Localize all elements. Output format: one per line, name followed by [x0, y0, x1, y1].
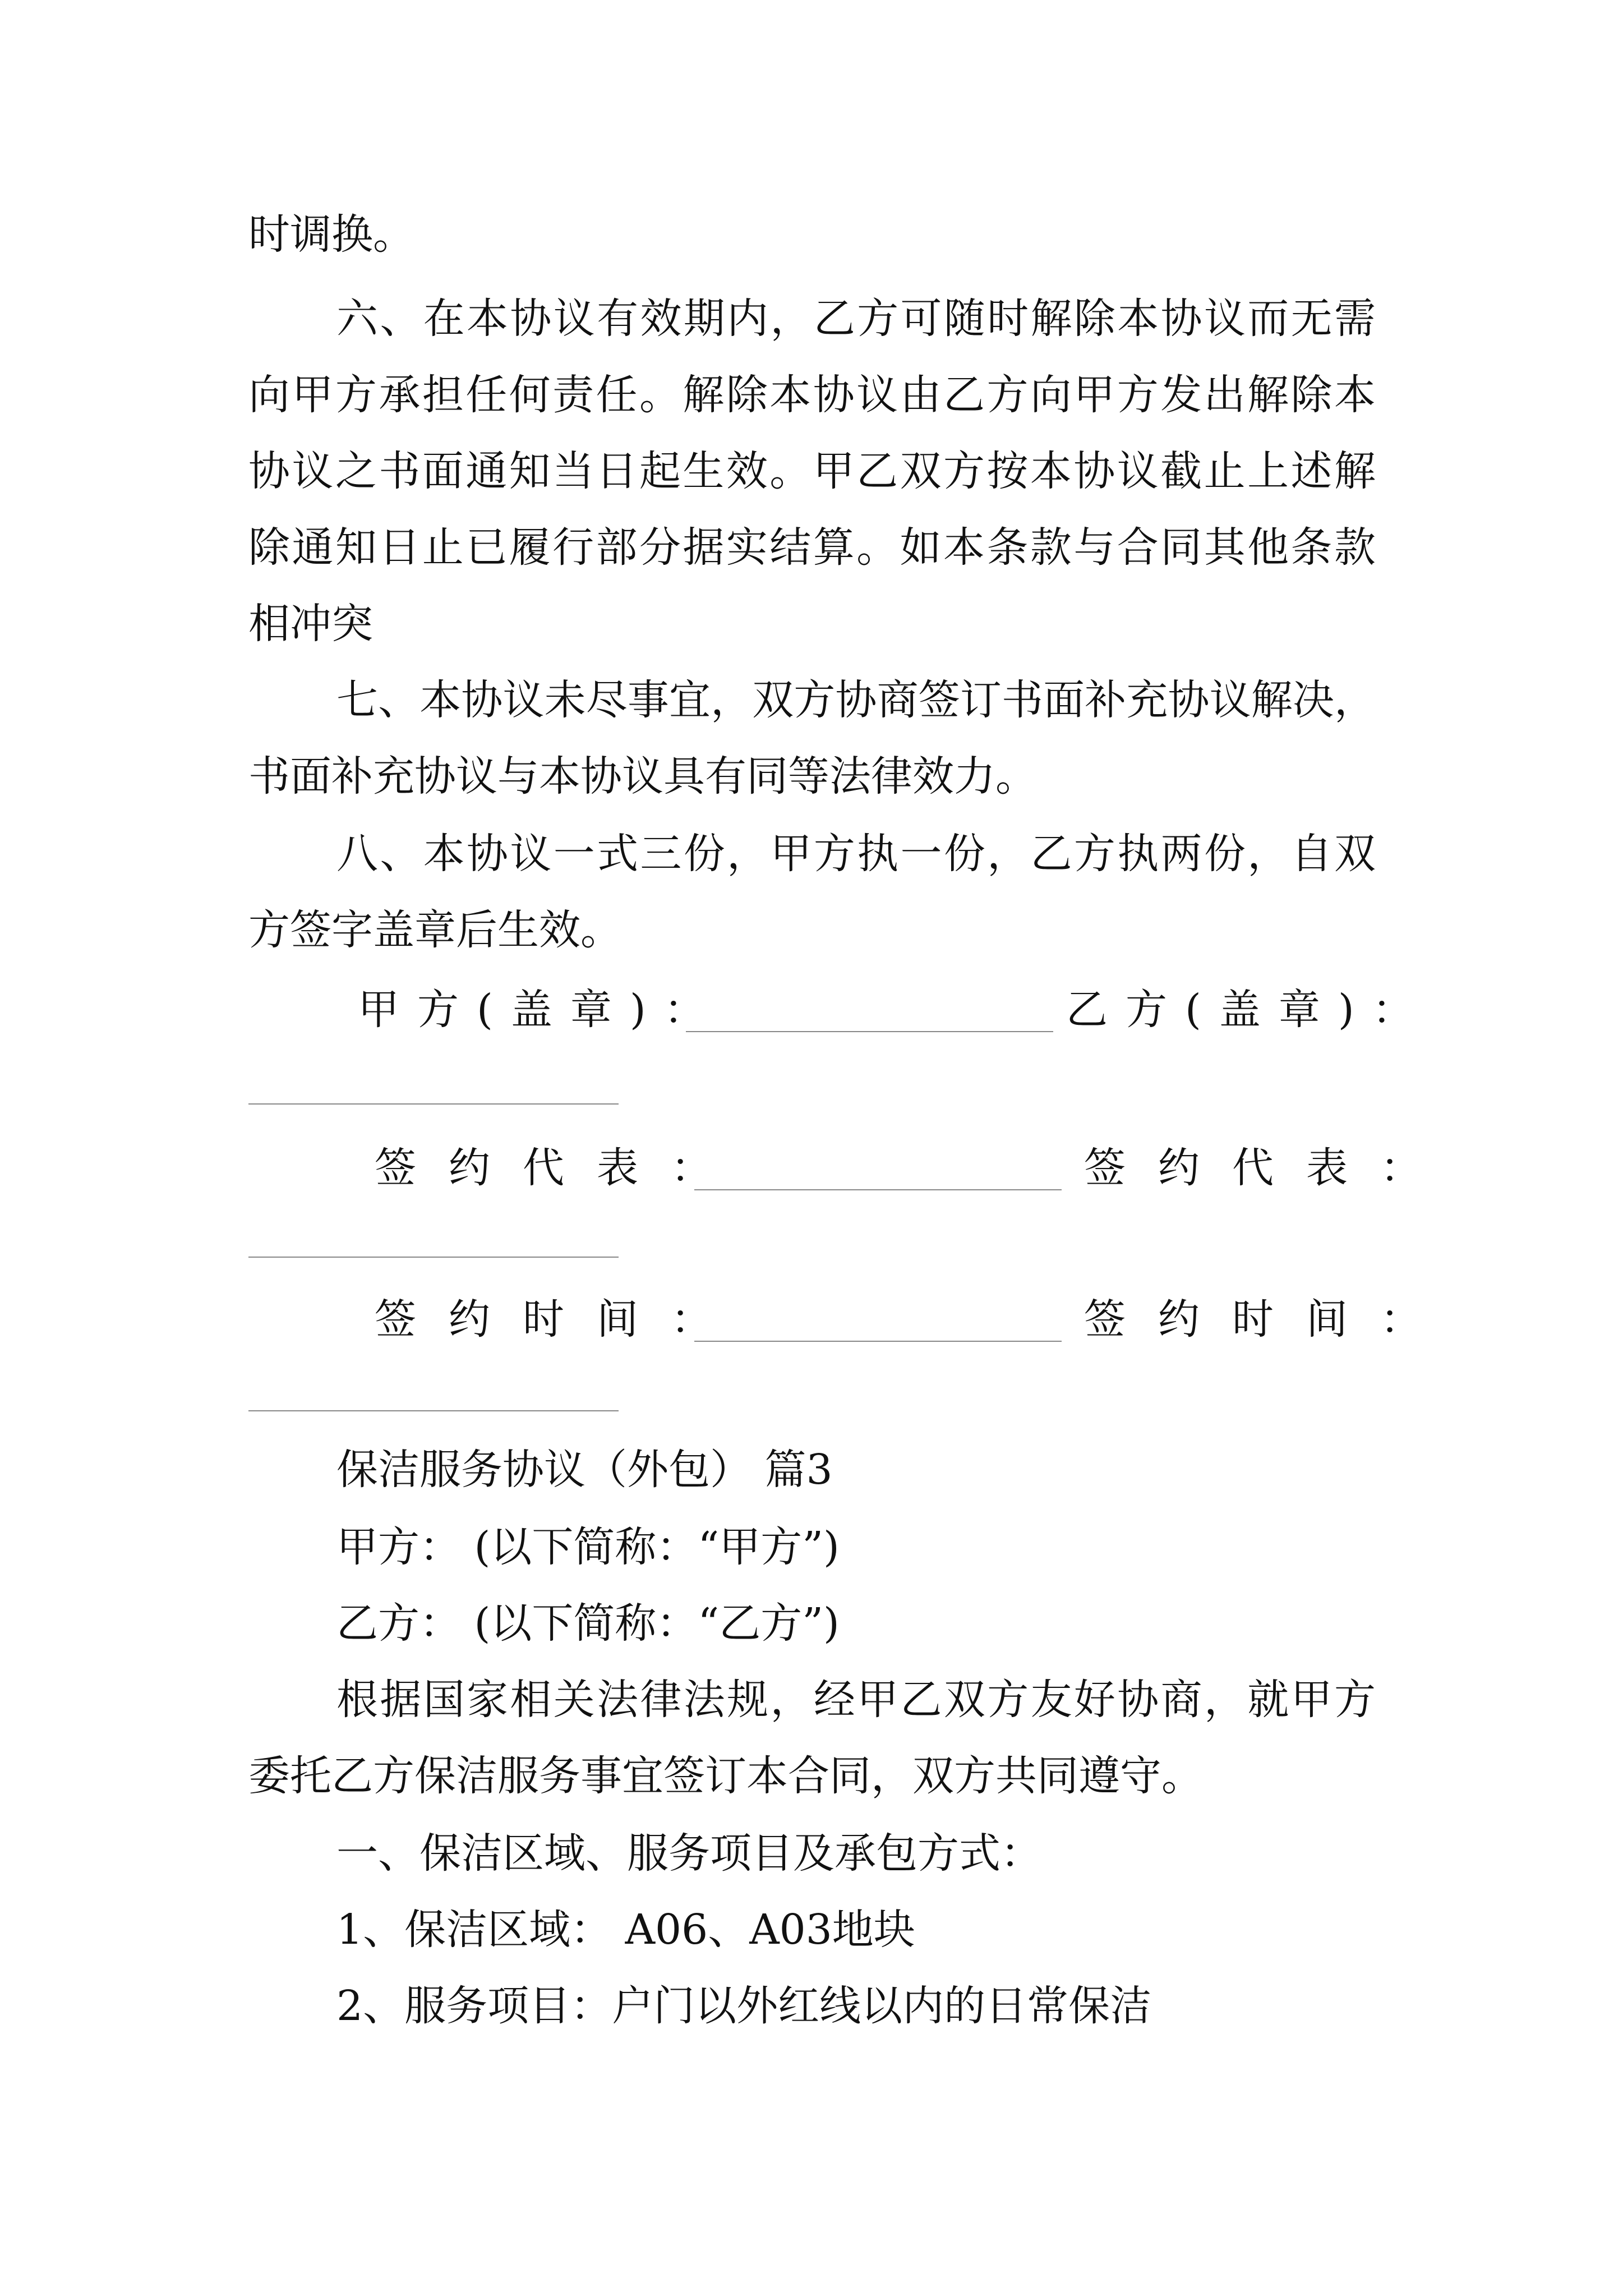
- party-a-line: 甲方： (以下简称：“甲方”): [336, 1523, 840, 1571]
- clause-7-line-2: 书面补充协议与本协议具有同等法律效力。: [248, 752, 1037, 800]
- signature-row-seal: [248, 983, 1432, 1039]
- party-a-rep-blank[interactable]: [694, 1189, 1062, 1190]
- party-a-seal-label: 甲方(盖章)：: [358, 986, 723, 1034]
- party-b-rep-label: 签约代表：: [1084, 1144, 1454, 1192]
- intro-line-1: 根据国家相关法律法规，经甲乙双方友好协商，就甲方: [336, 1676, 1376, 1724]
- party-b-rep-blank[interactable]: [248, 1257, 619, 1258]
- party-b-time-label: 签约时间：: [1084, 1295, 1454, 1343]
- clause-6-line-1: 六、在本协议有效期内，乙方可随时解除本协议而无需: [336, 295, 1376, 343]
- signature-row-time: [248, 1292, 1454, 1349]
- clause-8-line-2: 方签字盖章后生效。: [248, 906, 622, 954]
- item-1-heading: 一、保洁区域、服务项目及承包方式：: [336, 1829, 1042, 1878]
- party-a-seal-blank[interactable]: [686, 1031, 1053, 1032]
- party-a-time-label: 签约时间：: [375, 1295, 745, 1343]
- party-b-time-blank[interactable]: [248, 1410, 619, 1411]
- item-1-2: 2、服务项目：户门以外红线以内的日常保洁: [336, 1982, 1152, 2030]
- intro-line-2: 委托乙方保洁服务事宜签订本合同，双方共同遵守。: [248, 1752, 1203, 1800]
- party-b-seal-blank[interactable]: [248, 1103, 619, 1105]
- party-a-time-blank[interactable]: [694, 1341, 1062, 1342]
- clause-6-line-3: 协议之书面通知当日起生效。甲乙双方按本协议截止上述解: [248, 447, 1376, 495]
- party-b-seal-label: 乙方(盖章)：: [1066, 986, 1432, 1034]
- clause-6-line-4: 除通知日止已履行部分据实结算。如本条款与合同其他条款: [248, 523, 1376, 572]
- clause-7-line-1: 七、本协议未尽事宜，双方协商签订书面补充协议解决，: [336, 676, 1376, 724]
- party-a-rep-label: 签约代表：: [375, 1144, 745, 1192]
- section-title: 保洁服务协议（外包） 篇3: [336, 1446, 833, 1494]
- signature-row-representative: [248, 1141, 1454, 1197]
- party-b-line: 乙方： (以下简称：“乙方”): [336, 1599, 840, 1648]
- clause-8-line-1: 八、本协议一式三份，甲方执一份，乙方执两份，自双: [336, 830, 1376, 878]
- clause-6-line-2: 向甲方承担任何责任。解除本协议由乙方向甲方发出解除本: [248, 371, 1376, 419]
- item-1-1: 1、保洁区域： A06、A03地块: [336, 1906, 915, 1954]
- paragraph-line: 时调换。: [248, 210, 414, 259]
- clause-6-line-5: 相冲突: [248, 600, 373, 648]
